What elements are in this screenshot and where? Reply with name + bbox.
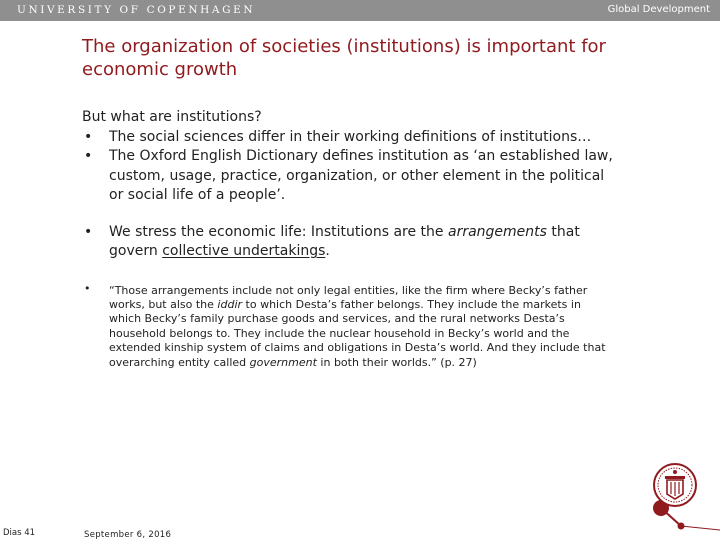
course-name: Global Development <box>607 4 710 15</box>
text-segment: that govern <box>109 223 580 259</box>
text-segment: We stress the economic life: Institutions are the <box>109 223 448 240</box>
university-name: UNIVERSITY OF COPENHAGEN <box>17 4 256 16</box>
intro-text: But what are institutions? <box>82 109 262 125</box>
underline-collective-undertakings: collective undertakings <box>162 243 326 259</box>
emphasis-arrangements: arrangements <box>448 223 547 240</box>
slide-date: September 6, 2016 <box>84 530 172 540</box>
bullet-marker: • <box>84 223 93 240</box>
university-seal-icon <box>650 462 700 518</box>
bullet-marker: • <box>84 281 91 295</box>
bullet-text: The Oxford English Dictionary defines institution as ‘an established law, custom, usage, practice, organization, or other element in the political or social life of a people’. <box>109 148 613 203</box>
bullet-marker: • <box>84 148 93 164</box>
bullet-text: The social sciences differ in their working definitions of institutions… <box>109 128 592 145</box>
emphasis-iddir: iddir <box>217 297 243 311</box>
text-segment: to which Desta’s father belongs. They include the markets in which Becky’s family purchase goods and services, and the rural networks Desta’s household belongs to. They include the nuclear household in Becky’s world and the extended kinship system of claims and obligations in Desta’s world. And they include that overarching entity called <box>109 297 606 369</box>
text-segment: . <box>325 243 330 259</box>
slide-title: The organization of societies (institutions) is important for economic growth <box>82 36 606 80</box>
bullet-marker: • <box>84 128 93 145</box>
emphasis-government: government <box>249 355 317 369</box>
slide-number: Dias 41 <box>3 528 36 538</box>
text-segment: “Those arrangements include not only legal entities, like the firm where Becky’s father works, but also the <box>109 283 588 311</box>
text-segment: in both their worlds.” (p. 27) <box>316 355 477 369</box>
